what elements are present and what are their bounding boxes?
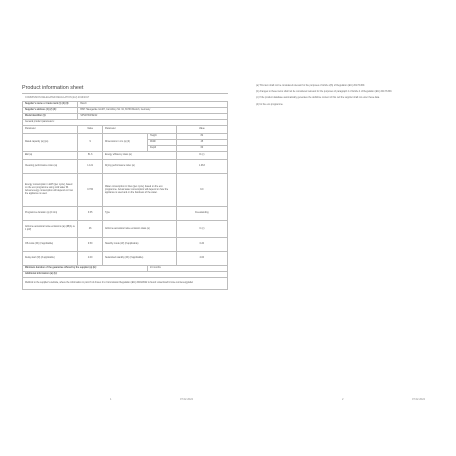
rated-capacity-label: Rated capacity (a) (ps) xyxy=(23,134,78,152)
off-mode-label: Off-mode (W) (if applicable) xyxy=(23,238,78,252)
product-information-table xyxy=(22,101,228,290)
dimensions-label: Dimensions in cm (a) (b) xyxy=(102,134,147,152)
sheet-title: Product information sheet xyxy=(22,85,84,91)
page-2-date: 07.02.2024 xyxy=(412,398,425,401)
page-1-number: 1 xyxy=(110,398,112,401)
supplier-weblink: Weblink to the supplier's website, where the information in point 6 of Annex 2 to Commission Regulation (EU) 2019/2022 is found: www.bosch-home.com/energylabel xyxy=(23,278,228,290)
noise-emissions-value: 46 xyxy=(78,221,103,238)
programme-duration-label: Programme duration (a) (h:min) xyxy=(23,207,78,221)
programme-duration-value: 3:35 xyxy=(78,207,103,221)
energy-class-label: Energy efficiency class (a) xyxy=(102,152,176,160)
regulation-reference: COMMISSION DELEGATED REGULATION (EU) 2019/2017 xyxy=(22,93,228,101)
standby-label: Standby mode (W) (if applicable) xyxy=(102,238,176,252)
drying-performance-label: Drying performance index (a) xyxy=(102,160,176,174)
networked-standby-value: 2.00 xyxy=(176,252,227,266)
depth-value: 60 xyxy=(176,146,227,152)
off-mode-value: 0.50 xyxy=(78,238,103,252)
noise-emissions-label: Airborne acoustical noise emissions (a) (dB(A) re 1 pW) xyxy=(23,221,78,238)
type-label: Type xyxy=(102,207,176,221)
noise-class-label: Airborne acoustical noise emission class (a) xyxy=(102,221,176,238)
col-value-header: Value xyxy=(78,126,103,134)
footnote-c: (c) If the product database automatically generates the definitive content of this cell the supplier shall not enter these data. xyxy=(256,97,380,100)
noise-class-value: C (c) xyxy=(176,221,227,238)
model-identifier-label: Model identifier (1): xyxy=(23,114,78,120)
supplier-name-value: Bosch xyxy=(78,102,228,108)
height-value: 82 xyxy=(176,134,227,140)
cleaning-performance-value: 1.121 xyxy=(78,160,103,174)
product-information-sheet-page-1 xyxy=(22,85,228,290)
rated-capacity-value: 9 xyxy=(78,134,103,152)
eei-value: 51.6 xyxy=(78,152,103,160)
supplier-address-label: Supplier's address (1) (2) (3): xyxy=(23,108,78,114)
water-consumption-value: 9.0 xyxy=(176,174,227,207)
networked-standby-label: Networked standby (W) (if applicable) xyxy=(102,252,176,266)
col-parameter-header: Parameter xyxy=(23,126,78,134)
energy-consumption-label: Energy consumption in kWh [per cycle], based on the eco programme using cold water fill. Actual energy consumption will depend on how the appliance is used. xyxy=(23,174,78,207)
col-parameter-header-2: Parameter xyxy=(102,126,176,134)
cleaning-performance-label: Cleaning performance index (a) xyxy=(23,160,78,174)
general-parameters-heading: General product parameters: xyxy=(23,120,228,126)
delay-start-value: 4.00 xyxy=(78,252,103,266)
product-information-sheet-page-2 xyxy=(256,85,456,110)
footnote-a: (a) This item shall not be considered relevant for the purposes of Article 2(6) of Regulation (EU) 2017/1369. xyxy=(256,85,365,87)
energy-consumption-value: 0.760 xyxy=(78,174,103,207)
drying-performance-value: 1.063 xyxy=(176,160,227,174)
supplier-address-value: BSH Hausgeräte GmbH, Carl-Wery-Str. 34, 81739 Munich, Germany xyxy=(78,108,228,114)
page-1-date: 07.02.2024 xyxy=(180,398,193,401)
depth-label: Depth xyxy=(148,146,177,152)
col-value-header-2: Value xyxy=(176,126,227,134)
eei-label: EEI (a) xyxy=(23,152,78,160)
page-2-number: 2 xyxy=(342,398,344,401)
additional-info-label: Additional information (a) (b): xyxy=(23,272,228,278)
standby-value: 0.20 xyxy=(176,238,227,252)
guarantee-value: 24 months xyxy=(148,266,228,272)
water-consumption-label: Water consumption in litres [per cycle], based on the eco programme. Actual water consumption will depend on how the appliance is used and on the hardness of the water. xyxy=(102,174,176,207)
width-label: Width xyxy=(148,140,177,146)
footnote-b: (b) changes to these items shall not be considered relevant for the purposes of paragraph 4 of Article 4 of Regulation (EU) 2017/1369. xyxy=(256,91,392,94)
width-value: 45 xyxy=(176,140,227,146)
delay-start-label: Delay start (W) (if applicable) xyxy=(23,252,78,266)
energy-class-value: D (c) xyxy=(176,152,227,160)
height-label: Height xyxy=(148,134,177,140)
footnote-d: (d) for the eco programme. xyxy=(256,103,284,106)
guarantee-label: Minimum duration of the guarantee offered by the supplier (a) (b): xyxy=(23,266,148,272)
type-value: Freestanding xyxy=(176,207,227,221)
supplier-name-label: Supplier's name or trade mark (1) (2) (3): xyxy=(23,102,78,108)
model-identifier-value: SPS4HKI45E/22 xyxy=(78,114,228,120)
